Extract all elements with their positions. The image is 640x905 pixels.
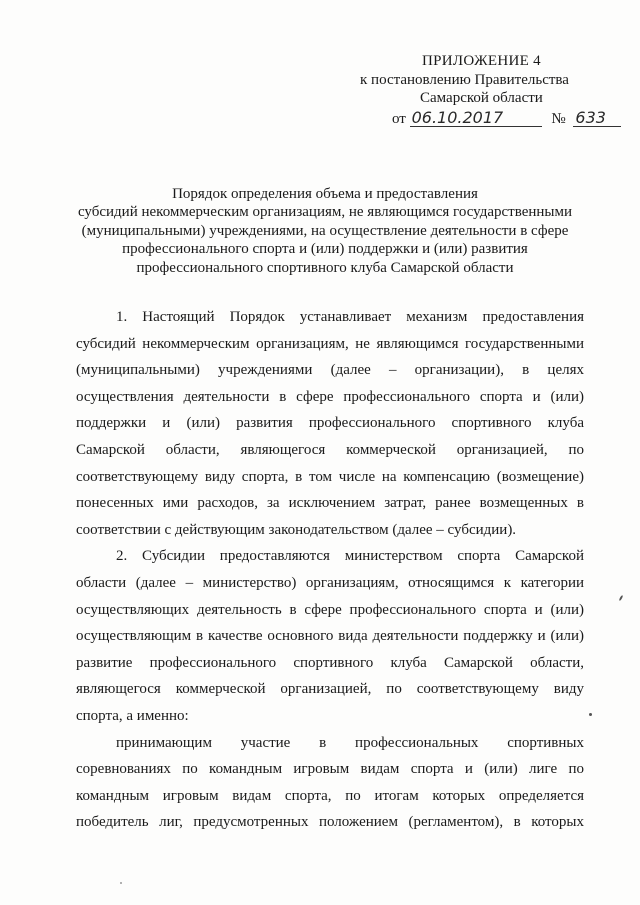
paragraph-1 — [76, 304, 584, 543]
text-line: поддержки и (или) развития профессионального спортивного клуба — [76, 415, 584, 432]
text-line: области (далее – министерство) организациям, относящимся к категории — [76, 574, 584, 591]
text-line: победитель лиг, предусмотренных положением (регламентом), в которых — [76, 814, 584, 831]
region-name: Самарской области — [420, 90, 543, 106]
scan-speck — [120, 882, 122, 884]
text-line: соответствующему виду спорта, в том числе на компенсацию (возмещение) — [76, 468, 584, 485]
title-line: субсидий некоммерческим организациям, не являющимся государственными — [77, 204, 573, 221]
text-line: командным игровым видам спорта, по итогам которых определяется — [76, 787, 584, 804]
text-line: (муниципальными) учреждениями (далее – организации), в целях — [76, 362, 584, 379]
text-line: понесенных ими расходов, за исключением затрат, ранее возмещенных в — [76, 495, 584, 512]
text-line: соответствии с действующим законодательством (далее – субсидии). — [76, 521, 517, 538]
document-body — [76, 304, 584, 836]
scan-speck — [619, 595, 624, 601]
text-line: соревнованиях по командным игровым видам спорта и (или) лиге по — [76, 761, 584, 778]
text-line: 2. Субсидии предоставляются министерством спорта Самарской — [116, 548, 584, 565]
document-title — [60, 185, 590, 277]
text-line: осуществляющих деятельность в сфере профессионального спорта и (или) — [76, 601, 584, 618]
date-prefix: от — [392, 111, 406, 127]
handwritten-number: 633 — [573, 109, 621, 127]
number-sign: № — [551, 111, 566, 127]
text-line: Самарской области, являющегося коммерческой организацией, по — [76, 441, 584, 458]
text-line: являющегося коммерческой организацией, по соответствующему виду — [76, 681, 584, 698]
text-line: 1. Настоящий Порядок устанавливает механизм предоставления — [116, 309, 584, 325]
scan-speck — [589, 713, 592, 716]
resolution-reference: к постановлению Правительства — [360, 72, 569, 88]
text-line: субсидий некоммерческим организациям, не являющимся государственными — [76, 335, 584, 352]
handwritten-date: 06.10.2017 — [410, 109, 542, 127]
title-line: (муниципальными) учреждениями, на осуществление деятельности в сфере — [81, 222, 569, 239]
paragraph-3 — [76, 730, 584, 836]
title-line: профессионального спорта и (или) поддержки и (или) развития — [122, 241, 528, 258]
text-line: осуществляющим в качестве основного вида деятельности поддержку и (или) — [76, 628, 584, 645]
appendix-title: ПРИЛОЖЕНИЕ 4 — [422, 53, 541, 69]
text-line: развитие профессионального спортивного клуба Самарской области, — [76, 654, 584, 671]
date-number-row — [392, 109, 621, 128]
text-line: спорта, а именно: — [76, 707, 189, 724]
paragraph-2 — [76, 543, 584, 729]
title-line: профессионального спортивного клуба Самарской области — [136, 259, 514, 276]
text-line: принимающим участие в профессиональных спортивных — [116, 734, 584, 751]
title-line: Порядок определения объема и предоставления — [172, 186, 478, 202]
text-line: осуществления деятельности в сфере профессионального спорта и (или) — [76, 388, 584, 405]
